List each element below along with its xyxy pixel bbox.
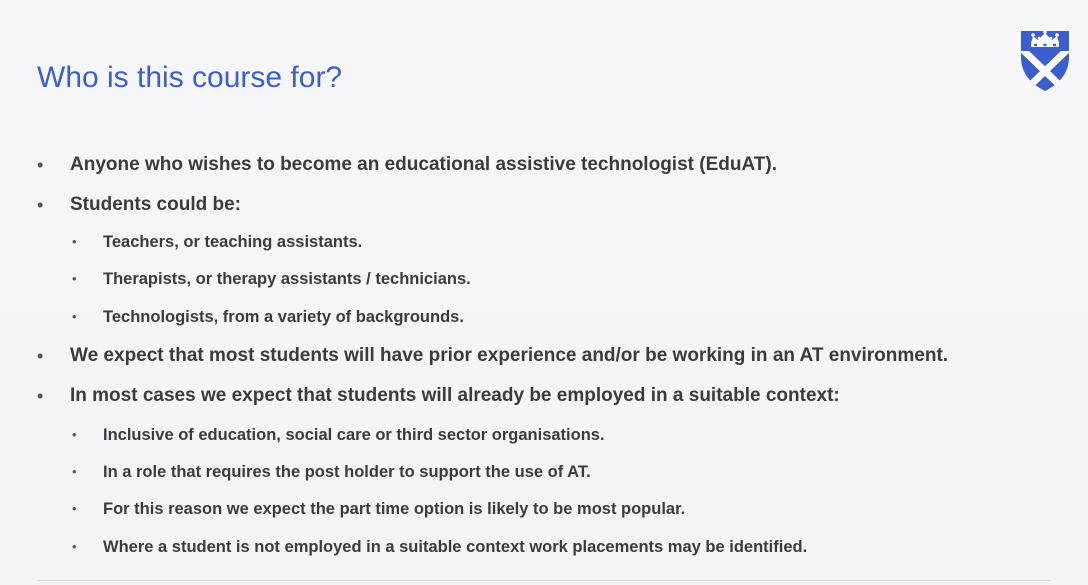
bullet-text: Where a student is not employed in a suitable context work placements may be identified. (103, 538, 808, 556)
bullet-dot-icon: • (72, 539, 77, 554)
sub-bullet-item (72, 536, 808, 558)
bullet-text: In a role that requires the post holder to support the use of AT. (103, 463, 591, 481)
bullet-dot-icon: • (72, 427, 77, 442)
bullet-text: Technologists, from a variety of backgrounds. (103, 308, 464, 326)
bullet-dot-icon: • (37, 195, 44, 215)
bullet-dot-icon: • (37, 155, 44, 175)
bullet-text: Teachers, or teaching assistants. (103, 233, 363, 251)
slide-title: Who is this course for? (37, 61, 343, 94)
bullet-dot-icon: • (72, 309, 77, 324)
bullet-item (37, 193, 241, 217)
sub-bullet-item (72, 268, 471, 290)
bullet-item (37, 384, 840, 408)
sub-bullet-item (72, 461, 591, 483)
sub-bullet-item (72, 231, 363, 253)
sub-bullet-item (72, 306, 464, 328)
bullet-dot-icon: • (72, 271, 77, 286)
bullet-item (37, 344, 949, 368)
bullet-dot-icon: • (72, 501, 77, 516)
bullet-dot-icon: • (72, 464, 77, 479)
university-shield-crown-saltire-icon (1019, 27, 1071, 93)
bullet-dot-icon: • (37, 386, 44, 406)
bullet-text: Anyone who wishes to become an educational assistive technologist (EduAT). (70, 154, 777, 175)
bullet-text: Inclusive of education, social care or third sector organisations. (103, 426, 605, 444)
bullet-text: Students could be: (70, 194, 241, 215)
bullet-text: Therapists, or therapy assistants / technicians. (103, 270, 471, 288)
sub-bullet-item (72, 424, 605, 446)
bullet-item (37, 153, 777, 177)
bullet-dot-icon: • (72, 234, 77, 249)
footer-divider (37, 580, 1051, 581)
bullet-text: For this reason we expect the part time option is likely to be most popular. (103, 500, 686, 518)
sub-bullet-item (72, 498, 686, 520)
bullet-text: We expect that most students will have prior experience and/or be working in an AT environment. (70, 345, 949, 366)
bullet-dot-icon: • (37, 346, 44, 366)
bullet-text: In most cases we expect that students will already be employed in a suitable context: (70, 385, 840, 406)
